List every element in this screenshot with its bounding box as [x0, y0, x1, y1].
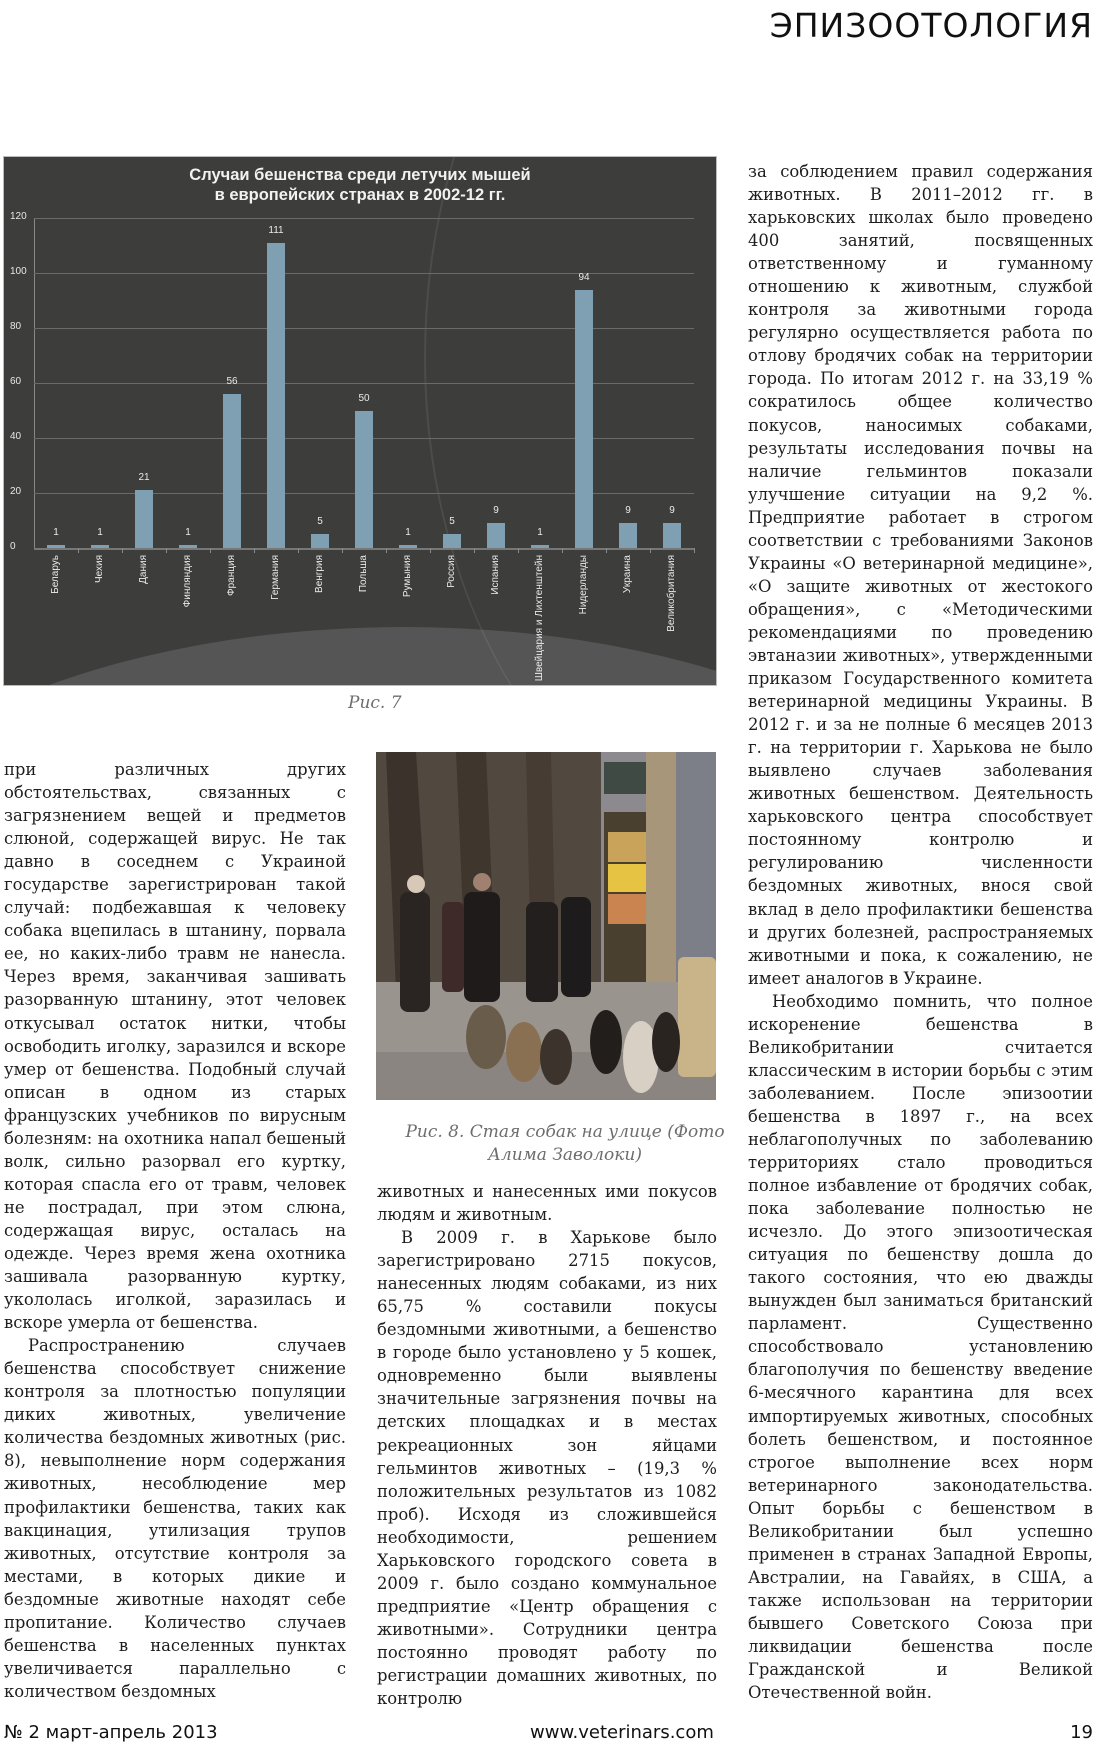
x-category-label: Германия [270, 555, 281, 600]
bar-value-label: 21 [138, 472, 150, 484]
x-tick [606, 548, 607, 553]
x-category-label: Венгрия [314, 555, 325, 593]
bar [575, 290, 593, 549]
figure-8-caption-line-2: Алима Заволоки) [488, 1145, 642, 1165]
page-number: 19 [1070, 1722, 1093, 1743]
x-category-label: Нидерланды [578, 555, 589, 615]
figure-7-caption: Рис. 7 [348, 693, 402, 713]
bar-value-label: 56 [226, 376, 238, 387]
x-category-label: Франция [226, 555, 237, 596]
bar-value-label: 1 [53, 527, 59, 539]
y-tick-label: 0 [10, 541, 16, 552]
gridline [34, 383, 694, 384]
x-tick [78, 548, 79, 553]
x-category-label: Беларуь [50, 555, 61, 594]
paragraph: за соблюдением правил содержания животных. В 2011–2012 гг. в харьковских школах было проведено 400 занятий, посвященных ответственному и гуманному отношению к животным, службой контроля за животными города регулярно осуществляется работа по отлову бродячих собак на территории города. По итогам 2012 г. на 33,19 % сократилось общее количество покусов, наносимых собаками, результаты исследования почвы на наличие гельминтов показали улучшение ситуации на 9,2 %. Предприятие работает в строгом соответствии с требованиями Законов Украины «О ветеринарной медицине», «О защите животных от жестокого обращения», с «Методическими рекомендациями по проведению эвтаназии животных», утвержденными приказом Государственного комитета ветеринарной медицины Украины. В 2012 г. и за не полные 6 месяцев 2013 г. на территории г. Харькова не было выявлено случаев заболевания животных бешенством. Деятельность харьковского центра способствует постоянному контролю и регулированию численности бездомных животных, внося свой вклад в дело профилактики бешенства и других болезней, распространяемых животными и пока, к сожалению, не имеет аналогов в Украине. [748, 162, 1093, 988]
y-tick-label: 40 [10, 431, 22, 442]
y-tick-label: 120 [10, 211, 27, 222]
bar [267, 243, 285, 548]
paragraph: Необходимо помнить, что полное искоренение бешенства в Великобритании считается классическим в истории борьбы с этим заболеванием. После эпизоотии бешенства в 1897 г., на всех неблагополучных по заболеванию территориях стало проводиться полное избавление от бродячих собак, пока заболевание полностью не исчезло. До этого эпизоотическая ситуация по бешенству дошла до такого состояния, что ею дважды вынужден был заниматься британский парламент. Существенно способствовало установлению благополучия по бешенству введение 6-месячного карантина для всех импортируемых животных, способных болеть бешенством, и постоянное строгое выполнение всех норм ветеринарного законодательства. Опыт борьбы с бешенством в Великобритании был успешно применен в странах Западной Европы, Австралии, на Гавайях, в США, а также использован на территории бывшего Советского Союза при ликвидации бешенства после Гражданской и Великой Отечественной войн. [748, 991, 1093, 1703]
bar [135, 490, 153, 548]
gridline [34, 218, 694, 219]
x-category-label: Украина [622, 555, 633, 594]
bar [531, 545, 549, 548]
paragraph: животных и нанесенных ими покусов людям и животным. [377, 1182, 717, 1225]
bar-value-label: 1 [537, 527, 543, 539]
x-category-label: Финляндия [182, 555, 193, 608]
x-category-label: Дания [138, 555, 149, 584]
text-column-left [4, 758, 346, 1703]
x-tick [474, 548, 475, 553]
figure-8-photo [376, 752, 716, 1100]
x-tick [694, 548, 695, 553]
x-tick [342, 548, 343, 553]
paragraph: при различных других обстоятельствах, связанных с загрязнением вещей и предметов слюной, содержащей вирус. Не так давно в соседнем с Украиной государстве зарегистрирован такой случай: подбежавшая к человеку собака вцепилась в штанину, порвала ее, но каких-либо травм не нанесла. Через время, заканчивая зашивать разорванную штанину, этот человек откусывал остаток нитки, чтобы освободить иголку, заразился и вскоре умер от бешенства. Подобный случай описан в одном из старых французских учебников по вирусным болезням: на охотника напал бешеный волк, сильно разорвал его куртку, которая спасла его от травм, человек не пострадал, при этом слюна, содержащая вирус, осталась на одежде. Через время жена охотника зашивала разорванную куртку, укололась иголкой, заразилась и вскоре умерла от бешенства. [4, 760, 346, 1333]
paragraph: В 2009 г. в Харькове было зарегистрировано 2715 покусов, нанесенных людям собаками, из них 65,75 % составили покусы бездомными животными, а бешенство в городе было установлено у 5 кошек, одновременно были выявлены значительные загрязнения почвы на детских площадках и в местах рекреационных зон яйцами гельминтов животных – (19,3 % положительных результатов из 1082 проб). Исходя из сложившейся необходимости, решением Харьковского городского совета в 2009 г. было создано коммунальное предприятие «Центр обращения с животными». Сотрудники центра постоянно проводят работу по регистрации домашних животных, по контролю [377, 1228, 717, 1709]
bar-chart-bat-rabies [4, 157, 716, 685]
bar [487, 523, 505, 548]
figure-8-caption [405, 1121, 725, 1167]
bar-value-label: 111 [268, 224, 284, 236]
bar-value-label: 5 [317, 516, 323, 528]
bar [355, 411, 373, 549]
x-category-label: Румыния [402, 555, 413, 598]
x-tick [386, 548, 387, 553]
bar-value-label: 9 [669, 505, 675, 517]
x-axis [34, 548, 694, 550]
bar [179, 545, 197, 548]
bar [663, 523, 681, 548]
chart-title-line-2: в европейских странах в 2002-12 гг. [214, 186, 506, 204]
x-category-label: Испания [490, 555, 501, 595]
bar-value-label: 1 [405, 527, 411, 539]
stray-dogs-street-photo-icon [376, 752, 716, 1100]
section-title: ЭПИЗООТОЛОГИЯ [769, 6, 1093, 45]
paragraph: Распространению случаев бешенства способствует снижение контроля за плотностью популяции диких животных, увеличение количества бездомных животных (рис. 8), невыполнение норм содержания животных, несоблюдение мер профилактики бешенства, таких как вакцинация, утилизация трупов животных, отсутствие контроля за местами, в которых дикие и бездомные животные находят себе пропитание. Количество случаев бешенства в населенных пунктах увеличивается параллельно с количеством бездомных [4, 1336, 346, 1701]
bar-value-label: 9 [493, 505, 499, 517]
bar-value-label: 9 [625, 505, 631, 517]
text-column-right [748, 160, 1093, 1704]
gridline [34, 328, 694, 329]
bar-value-label: 1 [97, 527, 103, 539]
x-tick [298, 548, 299, 553]
x-category-label: Швейцария и Лихтенштейн [534, 555, 545, 682]
x-category-label: Россия [446, 555, 457, 588]
x-tick [430, 548, 431, 553]
website-link[interactable]: www.veterinars.com [530, 1722, 714, 1743]
bar [443, 534, 461, 548]
x-category-label: Польша [358, 555, 369, 593]
x-tick [166, 548, 167, 553]
chart-title-line-1: Случаи бешенства среди летучих мышей [189, 166, 531, 184]
bar [311, 534, 329, 548]
bar-value-label: 50 [358, 392, 370, 404]
chart-plot-area [4, 157, 716, 685]
x-tick [518, 548, 519, 553]
y-tick-label: 60 [10, 376, 22, 387]
y-tick-label: 20 [10, 486, 22, 497]
x-category-label: Чехия [94, 555, 105, 584]
issue-info: № 2 март-апрель 2013 [4, 1722, 218, 1743]
y-tick-label: 100 [10, 266, 27, 277]
x-tick [650, 548, 651, 553]
bar-value-label: 5 [449, 516, 455, 528]
bar-value-label: 1 [185, 527, 191, 539]
bar [399, 545, 417, 548]
x-category-label: Великобритания [666, 555, 677, 632]
bar [91, 545, 109, 548]
x-tick [254, 548, 255, 553]
figure-8-caption-line-1: Рис. 8. Стая собак на улице (Фото [405, 1122, 725, 1142]
y-tick-label: 80 [10, 321, 22, 332]
bar-value-label: 94 [578, 271, 590, 283]
bar [47, 545, 65, 548]
bar [619, 523, 637, 548]
x-tick [210, 548, 211, 553]
x-tick [122, 548, 123, 553]
x-tick [562, 548, 563, 553]
bar [223, 394, 241, 548]
text-column-middle [377, 1180, 717, 1710]
